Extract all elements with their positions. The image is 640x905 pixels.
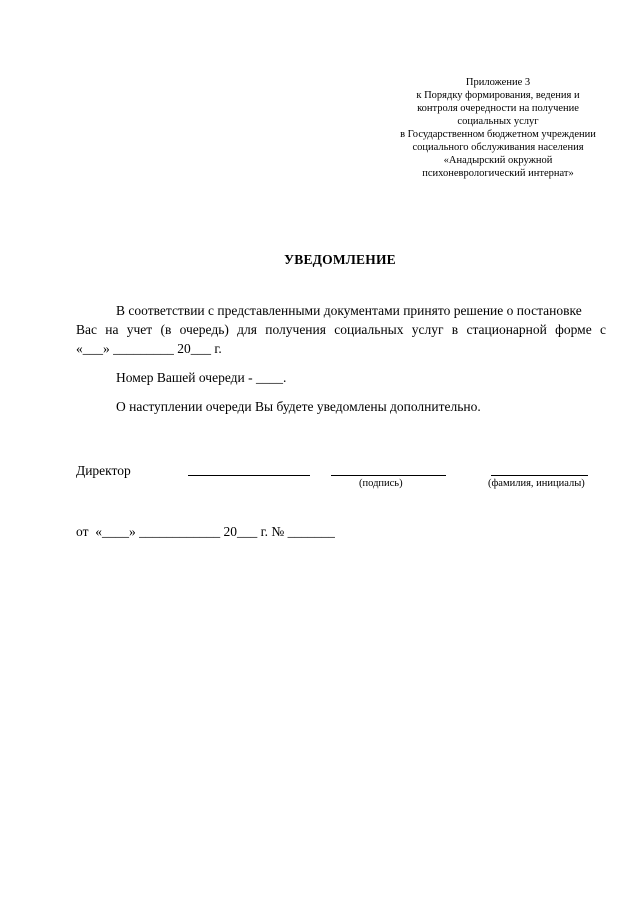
paragraph-line-1: В соответствии с представленными документами принято решение о постановке [116, 303, 582, 318]
queue-number-line: Номер Вашей очереди - ____. [116, 370, 287, 385]
signature-caption: (подпись) [359, 478, 403, 489]
name-caption: (фамилия, инициалы) [488, 478, 585, 489]
appendix-line: социальных услуг [457, 116, 539, 127]
director-label: Директор [76, 463, 131, 478]
appendix-line: «Анадырский окружной [443, 155, 553, 166]
appendix-line: в Государственном бюджетном учреждении [400, 129, 596, 140]
appendix-line: социального обслуживания населения [412, 142, 584, 153]
appendix-line: психоневрологический интернат» [422, 168, 574, 179]
position-blank-line [188, 475, 310, 476]
signature-blank-line [331, 475, 446, 476]
appendix-line: контроля очередности на получение [417, 103, 579, 114]
notice-line: О наступлении очереди Вы будете уведомлены дополнительно. [116, 399, 481, 414]
paragraph-line-3: «___» _________ 20___ г. [76, 341, 222, 356]
document-title: УВЕДОМЛЕНИЕ [284, 252, 396, 267]
appendix-line: Приложение 3 [465, 77, 531, 88]
appendix-header [390, 76, 606, 180]
paragraph-line-2: Вас на учет (в очередь) для получения социальных услуг в стационарной форме с [76, 322, 606, 337]
appendix-line: к Порядку формирования, ведения и [416, 90, 580, 101]
date-number-line: от «____» ____________ 20___ г. № _______ [76, 524, 335, 539]
name-blank-line [491, 475, 588, 476]
